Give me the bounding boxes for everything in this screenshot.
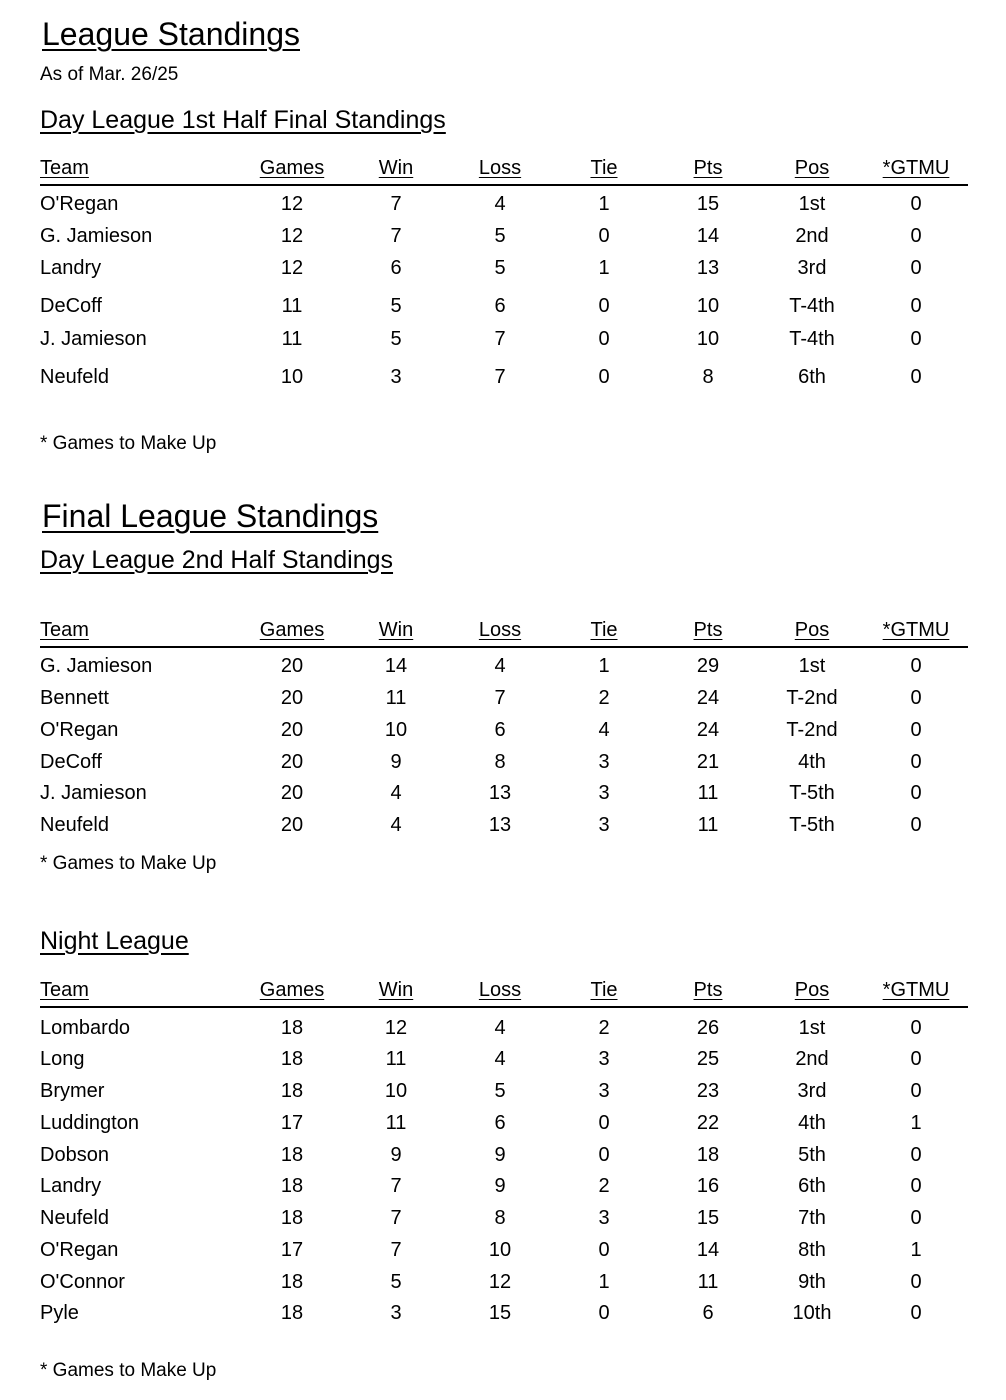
column-header-tie: Tie: [590, 157, 618, 179]
column-header-loss: Loss: [478, 619, 522, 641]
section-heading-day-2nd-half: Day League 2nd Half Standings: [40, 546, 394, 574]
cell-games: 12: [280, 225, 304, 247]
section-heading-day-1st-half: Day League 1st Half Final Standings: [40, 106, 446, 134]
cell-pos: 2nd: [795, 1048, 829, 1070]
cell-tie: 0: [598, 328, 610, 350]
cell-team: Landry: [40, 1175, 102, 1197]
cell-loss: 4: [494, 1048, 506, 1070]
cell-tie: 3: [598, 1207, 610, 1229]
cell-tie: 3: [598, 751, 610, 773]
cell-gtmu: 0: [910, 1080, 922, 1102]
cell-pos: 8th: [798, 1239, 826, 1261]
cell-loss: 7: [494, 366, 506, 388]
cell-gtmu: 0: [910, 1144, 922, 1166]
cell-pts: 24: [696, 687, 720, 709]
cell-tie: 2: [598, 1017, 610, 1039]
table-row: [40, 192, 968, 216]
column-header-gtmu: *GTMU: [882, 979, 950, 1001]
cell-games: 18: [280, 1017, 304, 1039]
cell-gtmu: 0: [910, 751, 922, 773]
cell-team: Dobson: [40, 1144, 109, 1166]
cell-games: 20: [280, 719, 304, 741]
cell-tie: 0: [598, 1302, 610, 1324]
cell-games: 18: [280, 1175, 304, 1197]
table-row: [40, 1301, 968, 1325]
cell-team: Landry: [40, 257, 102, 279]
table-row: [40, 1111, 968, 1135]
cell-win: 9: [390, 751, 402, 773]
cell-team: Neufeld: [40, 814, 109, 836]
cell-gtmu: 0: [910, 1271, 922, 1293]
table-row: [40, 294, 968, 318]
cell-win: 9: [390, 1144, 402, 1166]
cell-pts: 21: [696, 751, 720, 773]
cell-tie: 3: [598, 1048, 610, 1070]
cell-pos: 3rd: [797, 257, 827, 279]
cell-win: 7: [390, 1239, 402, 1261]
table-header: [40, 616, 968, 648]
cell-games: 12: [280, 257, 304, 279]
table-row: [40, 750, 968, 774]
standings-table-day-1st-half: [40, 154, 968, 388]
cell-win: 11: [385, 1048, 407, 1070]
table-row: [40, 686, 968, 710]
cell-tie: 1: [598, 655, 610, 677]
column-header-gtmu: *GTMU: [882, 157, 950, 179]
cell-loss: 8: [494, 751, 506, 773]
cell-gtmu: 0: [910, 687, 922, 709]
cell-win: 5: [390, 295, 402, 317]
cell-pos: 1st: [798, 655, 826, 677]
cell-tie: 2: [598, 1175, 610, 1197]
cell-tie: 0: [598, 295, 610, 317]
column-header-win: Win: [378, 979, 414, 1001]
cell-pts: 23: [696, 1080, 720, 1102]
cell-games: 17: [280, 1112, 304, 1134]
cell-pos: 1st: [798, 1017, 826, 1039]
cell-win: 7: [390, 1175, 402, 1197]
cell-tie: 1: [598, 1271, 610, 1293]
cell-pos: 6th: [798, 1175, 826, 1197]
cell-loss: 6: [494, 719, 506, 741]
cell-games: 12: [280, 193, 304, 215]
cell-pts: 15: [696, 193, 720, 215]
cell-team: J. Jamieson: [40, 782, 147, 804]
cell-pos: 1st: [798, 193, 826, 215]
cell-loss: 4: [494, 1017, 506, 1039]
cell-gtmu: 0: [910, 193, 922, 215]
cell-loss: 7: [494, 687, 506, 709]
cell-games: 20: [280, 814, 304, 836]
cell-team: DeCoff: [40, 295, 102, 317]
column-header-pts: Pts: [693, 619, 723, 641]
cell-gtmu: 0: [910, 366, 922, 388]
cell-loss: 4: [494, 655, 506, 677]
cell-pts: 11: [697, 814, 719, 836]
table-row: [40, 654, 968, 678]
cell-loss: 15: [488, 1302, 512, 1324]
table-header: [40, 976, 968, 1008]
cell-gtmu: 0: [910, 295, 922, 317]
column-header-loss: Loss: [478, 157, 522, 179]
cell-gtmu: 1: [910, 1239, 922, 1261]
cell-games: 20: [280, 751, 304, 773]
cell-gtmu: 0: [910, 1302, 922, 1324]
cell-loss: 6: [494, 1112, 506, 1134]
cell-tie: 2: [598, 687, 610, 709]
cell-pos: 3rd: [797, 1080, 827, 1102]
cell-win: 7: [390, 1207, 402, 1229]
column-header-tie: Tie: [590, 619, 618, 641]
cell-win: 14: [384, 655, 408, 677]
column-header-loss: Loss: [478, 979, 522, 1001]
cell-team: Lombardo: [40, 1017, 131, 1039]
cell-gtmu: 0: [910, 1048, 922, 1070]
cell-gtmu: 0: [910, 655, 922, 677]
cell-pts: 13: [696, 257, 720, 279]
cell-pos: 9th: [798, 1271, 826, 1293]
cell-loss: 13: [488, 782, 512, 804]
table-row: [40, 365, 968, 389]
cell-loss: 8: [494, 1207, 506, 1229]
cell-pos: T-5th: [789, 814, 835, 836]
cell-games: 18: [280, 1302, 304, 1324]
cell-loss: 6: [494, 295, 506, 317]
cell-pos: T-2nd: [786, 687, 838, 709]
cell-tie: 0: [598, 225, 610, 247]
column-header-tie: Tie: [590, 979, 618, 1001]
column-header-pts: Pts: [693, 157, 723, 179]
section-heading-night-league: Night League: [40, 927, 189, 955]
cell-games: 20: [280, 687, 304, 709]
cell-win: 3: [390, 366, 402, 388]
column-header-pts: Pts: [693, 979, 723, 1001]
cell-win: 5: [390, 1271, 402, 1293]
cell-tie: 3: [598, 1080, 610, 1102]
cell-pts: 26: [696, 1017, 720, 1039]
cell-pos: 5th: [798, 1144, 826, 1166]
cell-pts: 6: [702, 1302, 714, 1324]
column-header-gtmu: *GTMU: [882, 619, 950, 641]
table-row: [40, 1206, 968, 1230]
cell-gtmu: 0: [910, 1207, 922, 1229]
cell-games: 17: [280, 1239, 304, 1261]
table-row: [40, 813, 968, 837]
cell-win: 3: [390, 1302, 402, 1324]
cell-team: Luddington: [40, 1112, 139, 1134]
cell-pos: 2nd: [795, 225, 829, 247]
standings-table-night-league: [40, 976, 968, 1324]
cell-pos: T-2nd: [786, 719, 838, 741]
table-row: [40, 1047, 968, 1071]
column-header-games: Games: [259, 157, 325, 179]
table-row: [40, 256, 968, 280]
cell-win: 4: [390, 814, 402, 836]
cell-pts: 25: [696, 1048, 720, 1070]
cell-pts: 22: [696, 1112, 720, 1134]
cell-win: 5: [390, 328, 402, 350]
cell-pos: 10th: [792, 1302, 832, 1324]
cell-team: O'Regan: [40, 1239, 119, 1261]
cell-pts: 24: [696, 719, 720, 741]
cell-team: G. Jamieson: [40, 655, 153, 677]
cell-gtmu: 0: [910, 719, 922, 741]
table-row: [40, 1174, 968, 1198]
cell-loss: 5: [494, 1080, 506, 1102]
table-row: [40, 1016, 968, 1040]
cell-win: 4: [390, 782, 402, 804]
cell-pts: 10: [696, 328, 720, 350]
table-row: [40, 327, 968, 351]
cell-team: Neufeld: [40, 366, 109, 388]
as-of-date: As of Mar. 26/25: [40, 64, 179, 85]
cell-gtmu: 0: [910, 225, 922, 247]
table-row: [40, 1143, 968, 1167]
cell-pts: 14: [696, 1239, 720, 1261]
cell-loss: 7: [494, 328, 506, 350]
cell-team: DeCoff: [40, 751, 102, 773]
cell-pos: T-5th: [789, 782, 835, 804]
cell-gtmu: 0: [910, 1017, 922, 1039]
cell-loss: 10: [488, 1239, 512, 1261]
cell-pos: 6th: [798, 366, 826, 388]
cell-gtmu: 0: [910, 257, 922, 279]
cell-games: 18: [280, 1048, 304, 1070]
cell-loss: 4: [494, 193, 506, 215]
cell-win: 11: [385, 1112, 407, 1134]
cell-loss: 9: [494, 1144, 506, 1166]
cell-pos: T-4th: [789, 295, 835, 317]
cell-pos: T-4th: [789, 328, 835, 350]
cell-pos: 7th: [798, 1207, 826, 1229]
cell-pts: 18: [696, 1144, 720, 1166]
column-header-pos: Pos: [794, 619, 830, 641]
cell-gtmu: 0: [910, 328, 922, 350]
cell-pts: 11: [697, 1271, 719, 1293]
cell-games: 18: [280, 1080, 304, 1102]
column-header-pos: Pos: [794, 157, 830, 179]
cell-tie: 1: [598, 193, 610, 215]
cell-pts: 10: [696, 295, 720, 317]
footnote-night-league: * Games to Make Up: [40, 1360, 217, 1381]
column-header-team: Team: [40, 157, 89, 179]
cell-games: 11: [281, 328, 303, 350]
cell-win: 7: [390, 225, 402, 247]
cell-loss: 5: [494, 225, 506, 247]
cell-loss: 9: [494, 1175, 506, 1197]
cell-win: 7: [390, 193, 402, 215]
cell-pts: 14: [696, 225, 720, 247]
cell-tie: 3: [598, 814, 610, 836]
cell-pts: 15: [696, 1207, 720, 1229]
cell-team: G. Jamieson: [40, 225, 153, 247]
table-row: [40, 1079, 968, 1103]
cell-pts: 8: [702, 366, 714, 388]
final-standings-title: Final League Standings: [42, 498, 379, 534]
cell-tie: 0: [598, 1112, 610, 1134]
cell-loss: 13: [488, 814, 512, 836]
cell-games: 10: [280, 366, 304, 388]
cell-games: 18: [280, 1207, 304, 1229]
column-header-win: Win: [378, 619, 414, 641]
cell-team: Long: [40, 1048, 85, 1070]
cell-tie: 0: [598, 1239, 610, 1261]
cell-team: O'Regan: [40, 193, 119, 215]
cell-tie: 4: [598, 719, 610, 741]
cell-win: 11: [385, 687, 407, 709]
cell-games: 18: [280, 1144, 304, 1166]
cell-gtmu: 1: [910, 1112, 922, 1134]
cell-team: Bennett: [40, 687, 109, 709]
column-header-team: Team: [40, 979, 89, 1001]
cell-games: 11: [281, 295, 303, 317]
cell-pts: 29: [696, 655, 720, 677]
cell-pts: 11: [697, 782, 719, 804]
cell-pos: 4th: [798, 1112, 826, 1134]
cell-games: 20: [280, 655, 304, 677]
cell-gtmu: 0: [910, 1175, 922, 1197]
table-row: [40, 1238, 968, 1262]
cell-team: J. Jamieson: [40, 328, 147, 350]
page-title: League Standings: [42, 16, 300, 52]
cell-team: O'Regan: [40, 719, 119, 741]
column-header-team: Team: [40, 619, 89, 641]
cell-team: Pyle: [40, 1302, 79, 1324]
cell-win: 10: [384, 719, 408, 741]
table-row: [40, 1270, 968, 1294]
table-header: [40, 154, 968, 186]
column-header-win: Win: [378, 157, 414, 179]
cell-loss: 5: [494, 257, 506, 279]
cell-team: Brymer: [40, 1080, 105, 1102]
footnote-day-1st-half: * Games to Make Up: [40, 433, 217, 454]
cell-games: 20: [280, 782, 304, 804]
footnote-day-2nd-half: * Games to Make Up: [40, 853, 217, 874]
cell-games: 18: [280, 1271, 304, 1293]
column-header-games: Games: [259, 979, 325, 1001]
column-header-pos: Pos: [794, 979, 830, 1001]
cell-win: 10: [384, 1080, 408, 1102]
cell-team: Neufeld: [40, 1207, 109, 1229]
table-row: [40, 718, 968, 742]
cell-tie: 1: [598, 257, 610, 279]
table-row: [40, 781, 968, 805]
cell-gtmu: 0: [910, 814, 922, 836]
cell-team: O'Connor: [40, 1271, 125, 1293]
cell-win: 6: [390, 257, 402, 279]
cell-gtmu: 0: [910, 782, 922, 804]
cell-tie: 0: [598, 1144, 610, 1166]
table-row: [40, 224, 968, 248]
cell-win: 12: [384, 1017, 408, 1039]
cell-loss: 12: [488, 1271, 512, 1293]
cell-tie: 0: [598, 366, 610, 388]
cell-tie: 3: [598, 782, 610, 804]
cell-pos: 4th: [798, 751, 826, 773]
standings-table-day-2nd-half: [40, 616, 968, 836]
column-header-games: Games: [259, 619, 325, 641]
cell-pts: 16: [696, 1175, 720, 1197]
